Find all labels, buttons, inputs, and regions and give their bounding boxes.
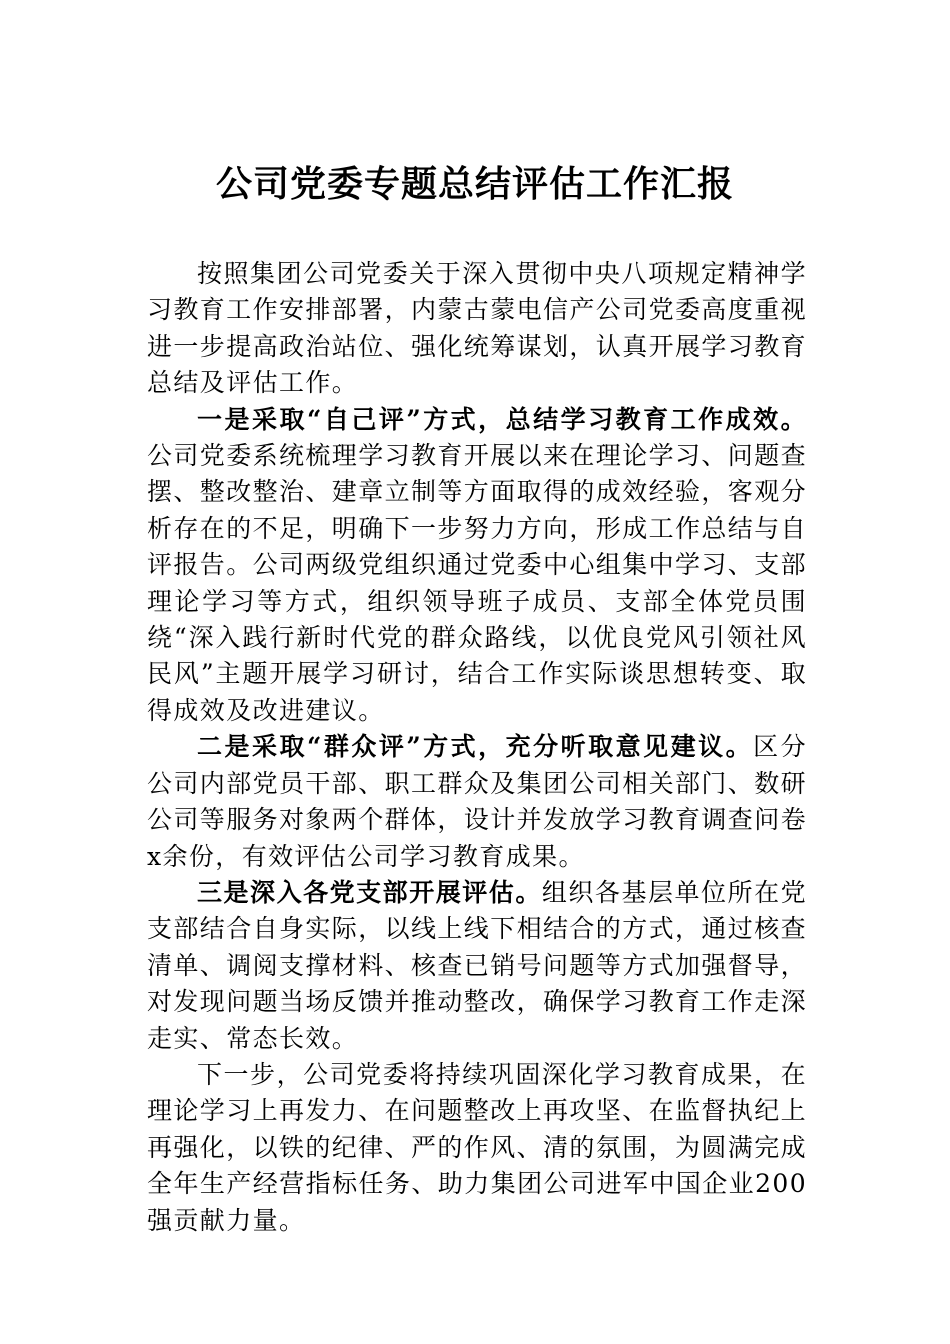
paragraph-text: 按照集团公司党委关于深入贯彻中央八项规定精神学习教育工作安排部署，内蒙古蒙电信产公司党委高度重视进一步提高政治站位、强化统筹谋划，认真开展学习教育总结及评估工作。: [147, 259, 808, 398]
paragraph-next-steps: [147, 1057, 807, 1239]
paragraph-public-evaluation: [147, 729, 807, 875]
paragraph-lead: 二是采取“群众评”方式，充分听取意见建议。: [197, 732, 754, 762]
paragraph-text: 公司党委系统梳理学习教育开展以来在理论学习、问题查摆、整改整治、建章立制等方面取得的成效经验，客观分析存在的不足，明确下一步努力方向，形成工作总结与自评报告。公司两级党组织通过党委中心组集中学习、支部理论学习等方式，组织领导班子成员、支部全体党员围绕“深入践行新时代党的群众路线，以优良党风引领社风民风”主题开展学习研讨，结合工作实际谈思想转变、取得成效及改进建议。: [147, 441, 808, 725]
paragraph-branch-evaluation: [147, 875, 807, 1057]
document-title: 公司党委专题总结评估工作汇报: [215, 163, 734, 205]
paragraph-self-evaluation: [147, 402, 807, 730]
paragraph-lead: 三是深入各党支部开展评估。: [197, 877, 542, 907]
paragraph-text: 区分公司内部党员干部、职工群众及集团公司相关部门、数研公司等服务对象两个群体，设计并发放学习教育调查问卷x余份，有效评估公司学习教育成果。: [147, 732, 808, 871]
paragraph-text: 组织各基层单位所在党支部结合自身实际，以线上线下相结合的方式，通过核查清单、调阅支撑材料、核查已销号问题等方式加强督导，对发现问题当场反馈并推动整改，确保学习教育工作走深走实、常态长效。: [147, 877, 808, 1053]
paragraph-text: 下一步，公司党委将持续巩固深化学习教育成果，在理论学习上再发力、在问题整改上再攻坚、在监督执纪上再强化，以铁的纪律、严的作风、清的氛围，为圆满完成全年生产经营指标任务、助力集团公司进军中国企业200强贡献力量。: [147, 1059, 808, 1235]
paragraph-intro: [147, 256, 807, 402]
document-body: [147, 256, 807, 1239]
paragraph-lead: 一是采取“自己评”方式，总结学习教育工作成效。: [197, 404, 807, 434]
